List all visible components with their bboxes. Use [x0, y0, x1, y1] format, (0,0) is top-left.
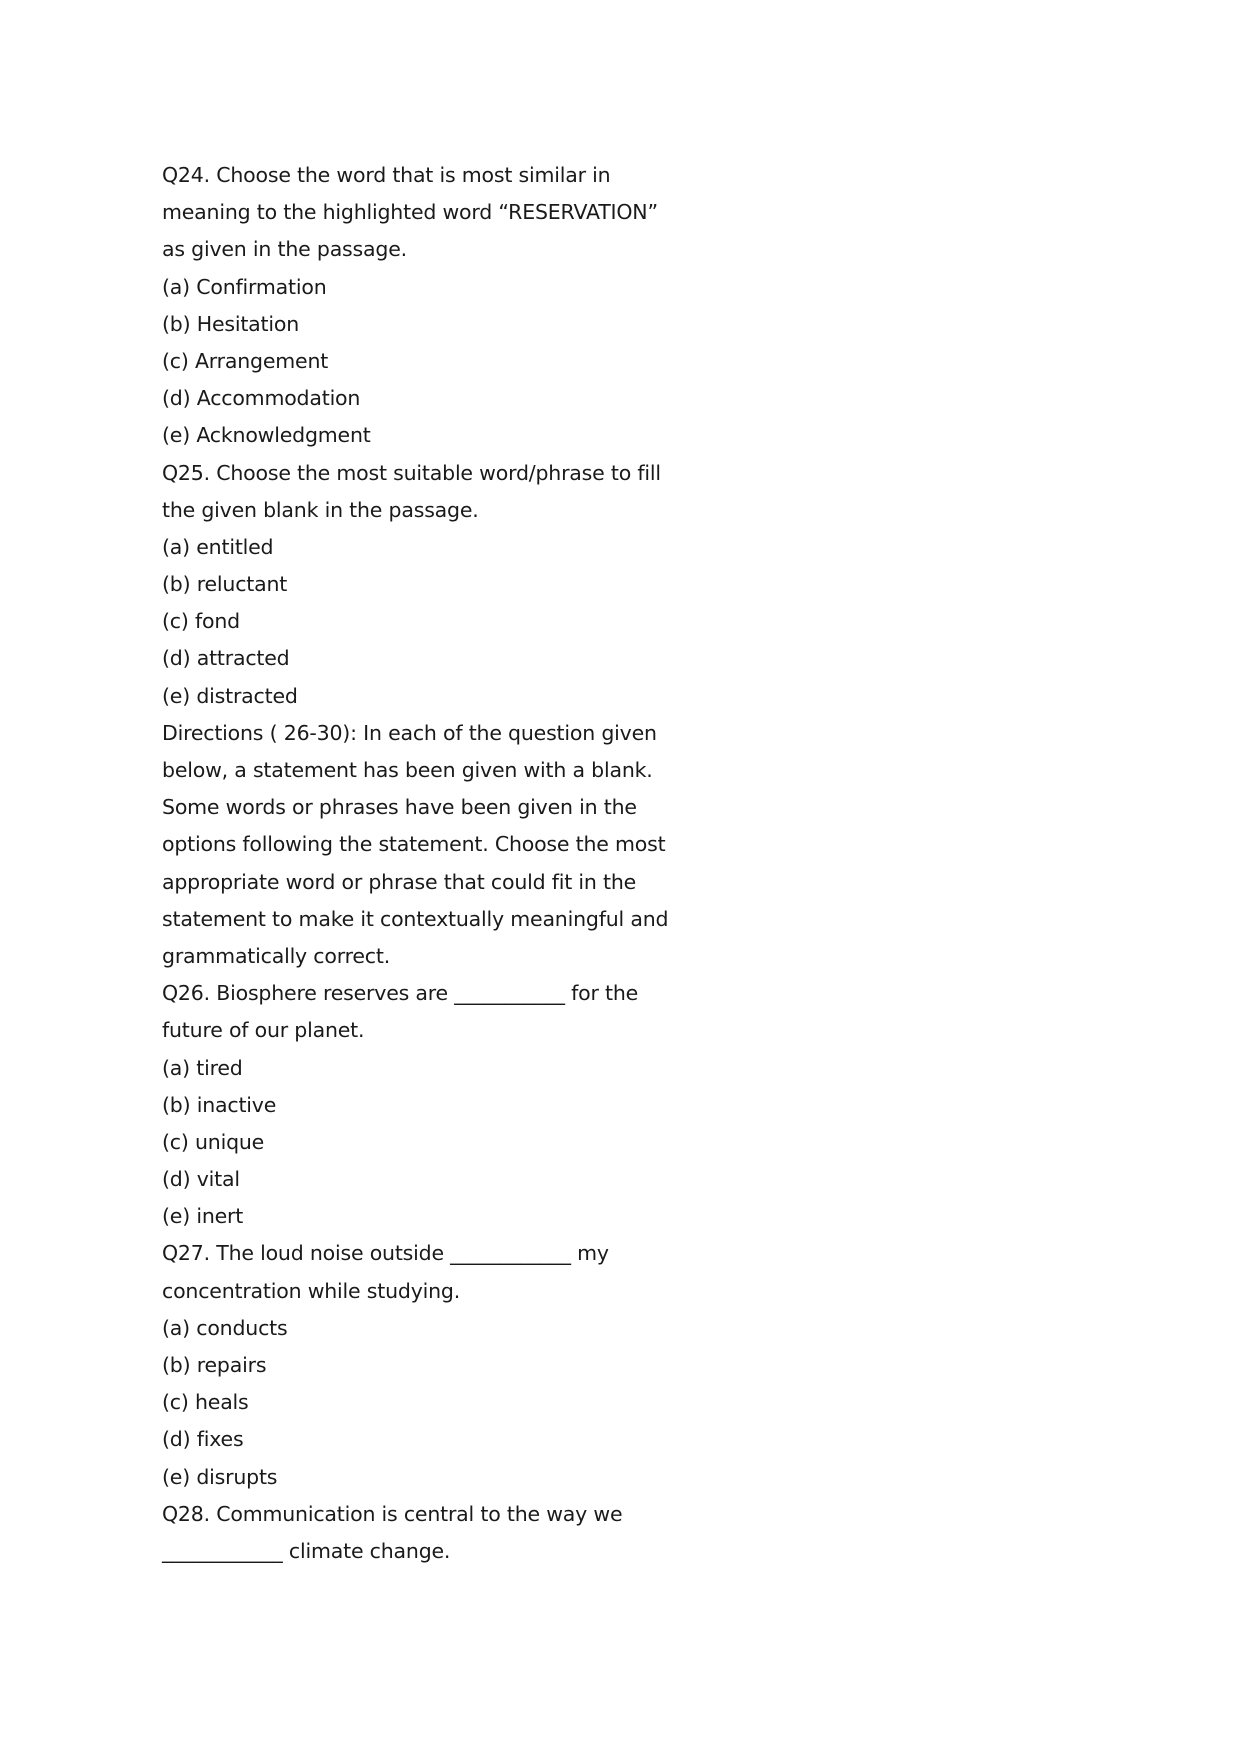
q26-question-line-2: future of our planet. [162, 1018, 365, 1043]
q24-option-e: (e) Acknowledgment [162, 423, 371, 448]
q27-question-line-1: Q27. The loud noise outside ____________ my [162, 1241, 609, 1266]
q26-option-d: (d) vital [162, 1167, 240, 1192]
q28-question-line-1: Q28. Communication is central to the way we [162, 1501, 623, 1526]
q25-option-d: (d) attracted [162, 646, 290, 671]
q27-option-c: (c) heals [162, 1390, 249, 1415]
q27-option-d: (d) fixes [162, 1427, 244, 1452]
q27-option-a: (a) conducts [162, 1315, 288, 1340]
document-page [162, 157, 682, 1570]
q25-option-c: (c) fond [162, 609, 240, 634]
q28-question-line-2: ____________ climate change. [162, 1538, 451, 1563]
q24-option-a: (a) Confirmation [162, 274, 327, 299]
q24-option-d: (d) Accommodation [162, 386, 361, 411]
q26-option-c: (c) unique [162, 1129, 265, 1154]
q24-option-b: (b) Hesitation [162, 311, 299, 336]
directions-line-5: appropriate word or phrase that could fit in the [162, 869, 637, 894]
q26-option-e: (e) inert [162, 1204, 244, 1229]
directions-line-1: Directions ( 26-30): In each of the question given [162, 720, 657, 745]
q25-question-line-1: Q25. Choose the most suitable word/phrase to fill [162, 460, 661, 485]
q25-option-a: (a) entitled [162, 534, 274, 559]
q26-option-a: (a) tired [162, 1055, 243, 1080]
q24-question-line-3: as given in the passage. [162, 237, 407, 262]
q27-option-e: (e) disrupts [162, 1464, 278, 1489]
q27-question-line-2: concentration while studying. [162, 1278, 461, 1303]
directions-line-2: below, a statement has been given with a blank. [162, 758, 653, 782]
q26-question-line-1: Q26. Biosphere reserves are ___________ for the [162, 981, 639, 1006]
q26-option-b: (b) inactive [162, 1092, 277, 1117]
q27-option-b: (b) repairs [162, 1353, 267, 1377]
directions-line-6: statement to make it contextually meaningful and [162, 906, 669, 931]
q24-option-c: (c) Arrangement [162, 348, 329, 373]
directions-line-3: Some words or phrases have been given in the [162, 795, 637, 820]
q25-option-b: (b) reluctant [162, 572, 288, 597]
q24-question-line-2: meaning to the highlighted word “RESERVATION” [162, 200, 658, 225]
directions-line-7: grammatically correct. [162, 943, 391, 968]
q25-question-line-2: the given blank in the passage. [162, 497, 479, 522]
directions-line-4: options following the statement. Choose the most [162, 832, 666, 857]
q25-option-e: (e) distracted [162, 683, 298, 708]
q24-question-line-1: Q24. Choose the word that is most similar in [162, 163, 611, 187]
